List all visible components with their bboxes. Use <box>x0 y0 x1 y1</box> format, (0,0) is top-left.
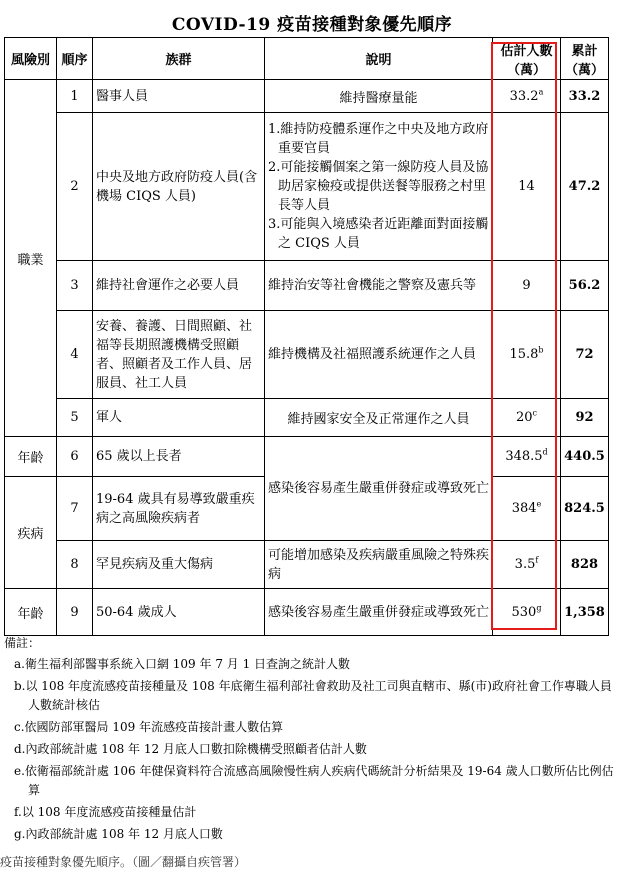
row-cumulative: 47.2 <box>561 113 609 261</box>
row-estimate: 530$^g$ <box>493 589 561 636</box>
notes-section <box>4 634 620 844</box>
note-item: f.以 108 年度流感疫苗接種量估計 <box>14 805 197 819</box>
row-cumulative: 92 <box>561 399 609 437</box>
row-desc: 感染後容易產生嚴重併發症或導致死亡 <box>265 437 493 541</box>
row-order: 6 <box>57 437 93 477</box>
image-caption: 疫苗接種對象優先順序。（圖／翻攝自疾管署） <box>0 855 247 869</box>
header-estimate: 估計人數（萬） <box>493 38 561 80</box>
row-estimate: 33.2$^a$ <box>493 80 561 113</box>
table-row <box>5 589 609 636</box>
row-estimate: 9 <box>493 261 561 311</box>
header-group: 族群 <box>93 38 265 80</box>
row-order: 3 <box>57 261 93 311</box>
row-order: 7 <box>57 477 93 541</box>
row-order: 5 <box>57 399 93 437</box>
row-cumulative: 1,358 <box>561 589 609 636</box>
table-row <box>5 311 609 399</box>
row-estimate: 14 <box>493 113 561 261</box>
table-row <box>5 541 609 589</box>
table-row <box>5 261 609 311</box>
header-cumulative: 累計（萬） <box>561 38 609 80</box>
row-order: 1 <box>57 80 93 113</box>
risk-age: 年齡 <box>5 437 57 477</box>
row-group: 19-64 歲具有易導致嚴重疾病之高風險疾病者 <box>93 477 265 541</box>
row-cumulative: 56.2 <box>561 261 609 311</box>
table-row <box>5 437 609 477</box>
row-order: 4 <box>57 311 93 399</box>
header-order: 順序 <box>57 38 93 80</box>
table-row <box>5 113 609 261</box>
row-desc: 感染後容易產生嚴重併發症或導致死亡 <box>265 589 493 636</box>
row-cumulative: 440.5 <box>561 437 609 477</box>
row-group: 軍人 <box>93 399 265 437</box>
row-cumulative: 828 <box>561 541 609 589</box>
row-estimate: 384e <box>493 477 561 541</box>
note-item: g.內政部統計處 108 年 12 月底人口數 <box>14 827 223 841</box>
risk-disease: 疾病 <box>5 477 57 589</box>
notes-heading: 備註： <box>4 636 41 650</box>
row-desc: 維持機構及社福照護系統運作之人員 <box>265 311 493 399</box>
row-group: 65 歲以上長者 <box>93 437 265 477</box>
row-order: 8 <box>57 541 93 589</box>
priority-table <box>4 37 609 636</box>
header-risk: 風險別 <box>5 38 57 80</box>
row-cumulative: 824.5 <box>561 477 609 541</box>
row-desc: 1.維持防疫體系運作之中央及地方政府重要官員 2.可能接觸個案之第一線防疫人員及協助居家檢疫或提供送餐等服務之村里長等人員 3.可能與入境感染者近距離面對面接觸之 CIQS 人員 <box>265 113 493 261</box>
table-header-row <box>5 38 609 80</box>
row-desc: 維持醫療量能 <box>265 80 493 113</box>
row-cumulative: 72 <box>561 311 609 399</box>
row-estimate: 15.8$^b$ <box>493 311 561 399</box>
row-desc: 維持治安等社會機能之警察及憲兵等 <box>265 261 493 311</box>
note-item: d.內政部統計處 108 年 12 月底人口數扣除機構受照顧者估計人數 <box>14 742 367 756</box>
page-title: COVID-19 疫苗接種對象優先順序 <box>171 15 453 35</box>
row-estimate: 3.5$^f$ <box>493 541 561 589</box>
row-group: 維持社會運作之必要人員 <box>93 261 265 311</box>
row-group: 醫事人員 <box>93 80 265 113</box>
note-item: b.以 108 年度流感疫苗接種量及 108 年底衛生福利部社會救助及社工司與直轄市、縣(市)政府社會工作專職人員人數統計核估 <box>14 679 612 712</box>
row-cumulative: 33.2 <box>561 80 609 113</box>
row-desc: 可能增加感染及疾病嚴重風險之特殊疾病 <box>265 541 493 589</box>
table-row <box>5 80 609 113</box>
risk-age-adult: 年齡 <box>5 589 57 636</box>
note-item: e.依衛福部統計處 106 年健保資料符合流感高風險慢性病人疾病代碼統計分析結果及 19-64 歲人口數所佔比例估算 <box>14 764 614 797</box>
row-group: 中央及地方政府防疫人員(含機場 CIQS 人員) <box>93 113 265 261</box>
row-desc: 維持國家安全及正常運作之人員 <box>265 399 493 437</box>
row-group: 安養、養護、日間照顧、社福等長期照護機構受照顧者、照顧者及工作人員、居服員、社工人員 <box>93 311 265 399</box>
note-item: c.依國防部軍醫局 109 年流感疫苗接計畫人數估算 <box>14 720 284 734</box>
row-order: 2 <box>57 113 93 261</box>
row-group: 50-64 歲成人 <box>93 589 265 636</box>
row-estimate: 20$^c$ <box>493 399 561 437</box>
row-estimate: 348.5$^d$ <box>493 437 561 477</box>
header-desc: 說明 <box>265 38 493 80</box>
risk-occupation: 職業 <box>5 80 57 437</box>
table-row <box>5 399 609 437</box>
note-item: a.衛生福利部醫事系統入口網 109 年 7 月 1 日查詢之統計人數 <box>14 657 351 671</box>
row-order: 9 <box>57 589 93 636</box>
row-group: 罕見疾病及重大傷病 <box>93 541 265 589</box>
